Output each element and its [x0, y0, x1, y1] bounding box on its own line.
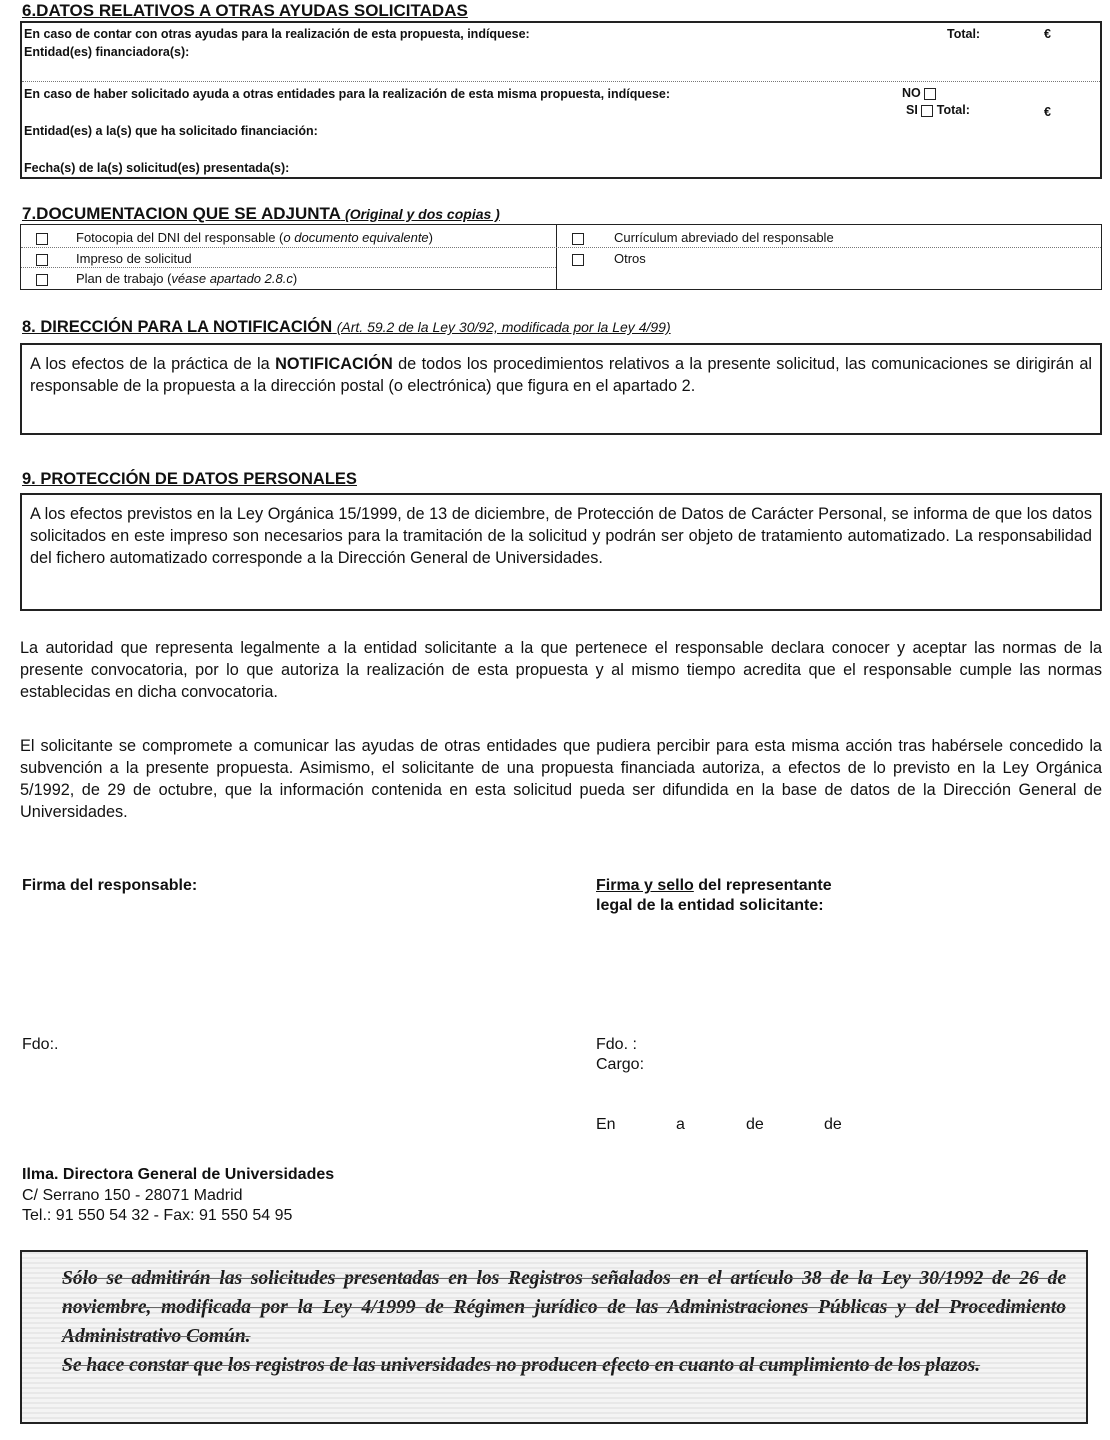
doc-item-label: Fotocopia del DNI del responsable ( — [76, 230, 284, 245]
doc-item-label: Plan de trabajo ( — [76, 271, 172, 286]
firma-representante-label — [596, 876, 832, 916]
si-label: SI — [906, 103, 918, 117]
doc-item-label: Impreso de solicitud — [76, 251, 192, 266]
place-en: En — [596, 1116, 616, 1133]
section8-title-note: (Art. 59.2 de la Ley 30/92, modificada por la Ley 4/99) — [336, 319, 671, 335]
section9-box — [20, 493, 1102, 611]
notice-line1: Sólo se admitirán las solicitudes presentadas en los Registros señalados en el artículo 38 de la Ley 30/1992 de 26 de noviembre, modificada por la Ley 4/1999 de Régimen jurídico de las Administraciones Públicas y del Procedimiento Administrativo Común. — [62, 1268, 1066, 1347]
doc-item-label: Otros — [614, 251, 646, 266]
section8-box — [20, 343, 1102, 435]
section6-total-label: Total: — [947, 27, 981, 41]
dni-checkbox[interactable] — [36, 233, 48, 245]
doc-item-impreso — [36, 251, 192, 266]
place-a: a — [676, 1116, 685, 1133]
section6-entidades-label: Entidad(es) financiadora(s): — [24, 45, 190, 59]
divider — [556, 225, 557, 289]
right-fdo: Fdo. : — [596, 1036, 637, 1053]
address-phone: Tel.: 91 550 54 32 - Fax: 91 550 54 95 — [22, 1207, 293, 1224]
section6-row2-text: En caso de haber solicitado ayuda a otras entidades para la realización de esta misma propuesta, indíquese: — [24, 87, 671, 101]
impreso-checkbox[interactable] — [36, 254, 48, 266]
si-checkbox[interactable] — [921, 105, 933, 117]
section8-title — [22, 318, 671, 337]
section7-title-text: 7.DOCUMENTACION QUE SE ADJUNTA — [22, 204, 341, 223]
curriculum-checkbox[interactable] — [572, 233, 584, 245]
doc-item-close: ) — [428, 230, 434, 245]
euro-sign: € — [1044, 105, 1051, 119]
doc-item-otros — [572, 251, 646, 266]
doc-item-note: o documento equivalente — [283, 230, 429, 245]
doc-item-curriculum — [572, 230, 834, 245]
firma-sello-text: Firma y sello — [596, 877, 694, 894]
section9-text: A los efectos previstos en la Ley Orgánica 15/1999, de 13 de diciembre, de Protección de Datos de Carácter Personal, se informa de que los datos solicitados en este impreso son necesarios para la tramitación de la solicitud y podrán ser objeto de tratamiento automatizado. La responsabilidad del fichero automatizado corresponde a la Dirección General de Universidades. — [30, 505, 1092, 567]
divider — [21, 267, 556, 268]
section7-table — [20, 224, 1102, 290]
section8-text — [30, 353, 1092, 397]
doc-item-label: Currículum abreviado del responsable — [614, 230, 834, 245]
si-option — [906, 103, 970, 117]
commitment-paragraph: El solicitante se compromete a comunicar las ayudas de otras entidades que pudiera percibir para esta misma acción tras habérsele concedido la subvención a la presente propuesta. Asimismo, el solicitante de una propuesta financiada autoriza, a efectos de lo previsto en la Ley Orgánica 5/1992, de 29 de octubre, que la información contenida en esta solicitud pueda ser difundida en la base de datos de la Dirección General de Universidades. — [20, 737, 1102, 821]
section6-row1-text: En caso de contar con otras ayudas para la realización de esta propuesta, indíquese: — [24, 27, 530, 41]
no-option — [902, 86, 936, 100]
authority-paragraph: La autoridad que representa legalmente a la entidad solicitante a la que pertenece el responsable declara conocer y aceptar las normas de la presente convocatoria, por lo que autoriza la realización de esta propuesta y al mismo tiempo acredita que el responsable cumple las normas establecidas en dicha convocatoria. — [20, 639, 1102, 701]
divider — [22, 81, 1100, 82]
no-checkbox[interactable] — [924, 88, 936, 100]
firma-line2-text: legal de la entidad solicitante: — [596, 897, 824, 914]
doc-item-plan — [36, 271, 297, 286]
address-street: C/ Serrano 150 - 28071 Madrid — [22, 1187, 243, 1204]
notice-line2: Se hace constar que los registros de las universidades no producen efecto en cuanto al cumplimiento de los plazos. — [62, 1355, 981, 1376]
registry-notice — [20, 1250, 1088, 1424]
text-part: A los efectos de la práctica de la — [30, 355, 276, 373]
otros-checkbox[interactable] — [572, 254, 584, 266]
divider — [21, 247, 1101, 248]
firma-responsable-label: Firma del responsable: — [22, 877, 198, 894]
section7-title — [22, 204, 500, 224]
euro-sign: € — [1044, 27, 1051, 41]
section6-fechas-label: Fecha(s) de la(s) solicitud(es) presentada(s): — [24, 161, 290, 175]
place-de1: de — [746, 1116, 764, 1133]
section6-box — [20, 21, 1102, 179]
section6-title: 6.DATOS RELATIVOS A OTRAS AYUDAS SOLICITADAS — [22, 1, 468, 20]
plan-checkbox[interactable] — [36, 274, 48, 286]
doc-item-close: ) — [292, 271, 298, 286]
section7-title-note: (Original y dos copias ) — [345, 206, 500, 222]
no-label: NO — [902, 86, 921, 100]
doc-item-dni — [36, 230, 433, 245]
text-bold-part: NOTIFICACIÓN — [275, 355, 393, 373]
text-part: de todos los procedimientos relativos a la presente solicitud, las comunicaciones se dirigirán al responsable de la propuesta a la dirección postal (o electrónica) que figura en el apartado 2. — [30, 355, 1092, 395]
section6-total2-label: Total: — [936, 103, 970, 117]
section8-title-text: 8. DIRECCIÓN PARA LA NOTIFICACIÓN — [22, 318, 333, 336]
doc-item-note: véase apartado 2.8.c — [171, 271, 293, 286]
section6-entidades-solicitadas-label: Entidad(es) a la(s) que ha solicitado financiación: — [24, 124, 318, 138]
left-fdo: Fdo:. — [22, 1036, 59, 1053]
section9-title: 9. PROTECCIÓN DE DATOS PERSONALES — [22, 470, 357, 488]
place-de2: de — [824, 1116, 842, 1133]
firma-rest-text: del representante — [693, 877, 832, 894]
cargo-label: Cargo: — [596, 1056, 645, 1073]
address-name: Ilma. Directora General de Universidades — [22, 1166, 335, 1183]
